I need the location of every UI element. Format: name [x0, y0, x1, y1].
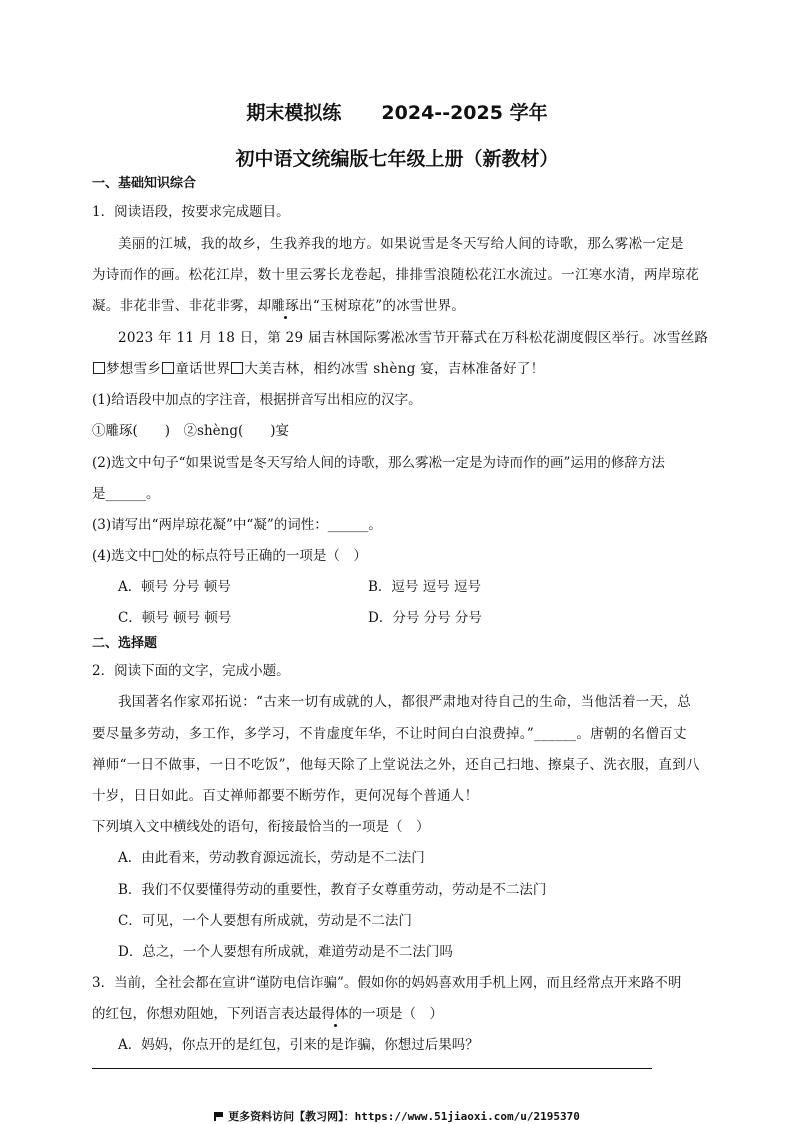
question-3-line: 的红包，你想劝阻她，下列语言表达最得体的一项是（ ） [92, 1006, 443, 1022]
footer-link[interactable]: 更多资料访问【教习网】：https://www.51jiaoxi.com/u/2195370 [0, 1108, 794, 1124]
question-2-stem: 下列填入文中横线处的语句，衔接最恰当的一项是（ ） [92, 819, 430, 835]
option-c: C．顿号 顿号 顿号 [118, 610, 232, 626]
sub-question-1-blanks: ①雕琢( ) ②shèng( )宴 [92, 423, 290, 439]
footer-divider [92, 1068, 652, 1069]
option-a: A．由此看来，劳动教育源远流长，劳动是不二法门 [118, 850, 425, 866]
passage-2-line: 梦想雪乡 童话世界 大美吉林，相约冰雪 shèng 宴，吉林准备好了！ [92, 361, 544, 377]
passage-3-line: 要尽量多劳动，多工作，多学习，不肯虚度年华，不让时间白白浪费掉。”______。唐朝的名僧百丈 [92, 726, 687, 742]
passage-2-line: 2023 年 11 月 18 日，第 29 届吉林国际雾凇冰雪节开幕式在万科松花湖度假区举行。冰雪丝路 [118, 330, 709, 346]
option-b: B．逗号 逗号 逗号 [368, 579, 482, 595]
option-c: C．可见，一个人要想有所成就，劳动是不二法门 [118, 913, 412, 929]
option-d: D．分号 分号 分号 [368, 610, 482, 626]
section-heading-1: 一、基础知识综合 [92, 176, 197, 191]
dotted-word: 得体 [321, 1006, 349, 1022]
passage-3-line: 十岁，日日如此。百丈禅师都要不断劳作，更何况每个普通人！ [92, 788, 479, 804]
passage-1-line: 为诗而作的画。松花江岸，数十里云雾长龙卷起，排排雪浪随松花江水流过。一江寒水清，两岸琼花 [92, 267, 700, 283]
question-1-prompt: 1．阅读语段，按要求完成题目。 [92, 204, 290, 220]
document-title: 期末模拟练 2024--2025 学年 [246, 102, 548, 124]
passage-3-line: 禅师“一日不做事，一日不吃饭”，他每天除了上堂说法之外，还自己扫地、擦桌子、洗衣服，直到八 [92, 757, 700, 773]
blank-box-icon [93, 362, 105, 374]
blank-box-icon [231, 362, 243, 374]
sub-question-2-cont: 是______。 [92, 486, 160, 502]
option-b: B．我们不仅要懂得劳动的重要性，教育子女尊重劳动，劳动是不二法门 [118, 882, 547, 898]
sub-question-4: (4)选文中□处的标点符号正确的一项是（ ） [92, 548, 367, 564]
option-a: A．妈妈，你点开的是红包，引来的是诈骗，你想过后果吗？ [118, 1037, 479, 1053]
passage-1-line: 美丽的江城，我的故乡，生我养我的地方。如果说雪是冬天写给人间的诗歌，那么雾凇一定是 [118, 236, 684, 252]
dotted-word: 雕琢 [271, 298, 300, 314]
option-d: D．总之，一个人要想有所成就，难道劳动是不二法门吗 [118, 944, 453, 960]
sub-question-1: (1)给语段中加点的字注音，根据拼音写出相应的汉字。 [92, 392, 422, 408]
flag-icon [214, 1112, 224, 1121]
section-heading-2: 二、选择题 [92, 636, 158, 651]
question-3-line: 3．当前，全社会都在宣讲“谨防电信诈骗”。假如你的妈妈喜欢用手机上网，而且经常点开来路不明 [92, 975, 682, 991]
option-a: A．顿号 分号 顿号 [118, 579, 231, 595]
passage-3-line: 我国著名作家邓拓说：“古来一切有成就的人，都很严肃地对待自己的生命，当他活着一天，总 [118, 694, 691, 710]
blank-box-icon [162, 362, 174, 374]
sub-question-2: (2)选文中句子“如果说雪是冬天写给人间的诗歌，那么雾凇一定是为诗而作的画”运用的修辞方法 [92, 455, 665, 471]
document-subtitle: 初中语文统编版七年级上册（新教材） [235, 148, 559, 170]
passage-1-line: 凝。非花非雪、非花非雾，却雕琢出“玉树琼花”的冰雪世界。 [92, 298, 466, 314]
question-2-prompt: 2．阅读下面的文字，完成小题。 [92, 663, 290, 679]
sub-question-3: (3)请写出“两岸琼花凝”中“凝”的词性：______。 [92, 517, 382, 533]
